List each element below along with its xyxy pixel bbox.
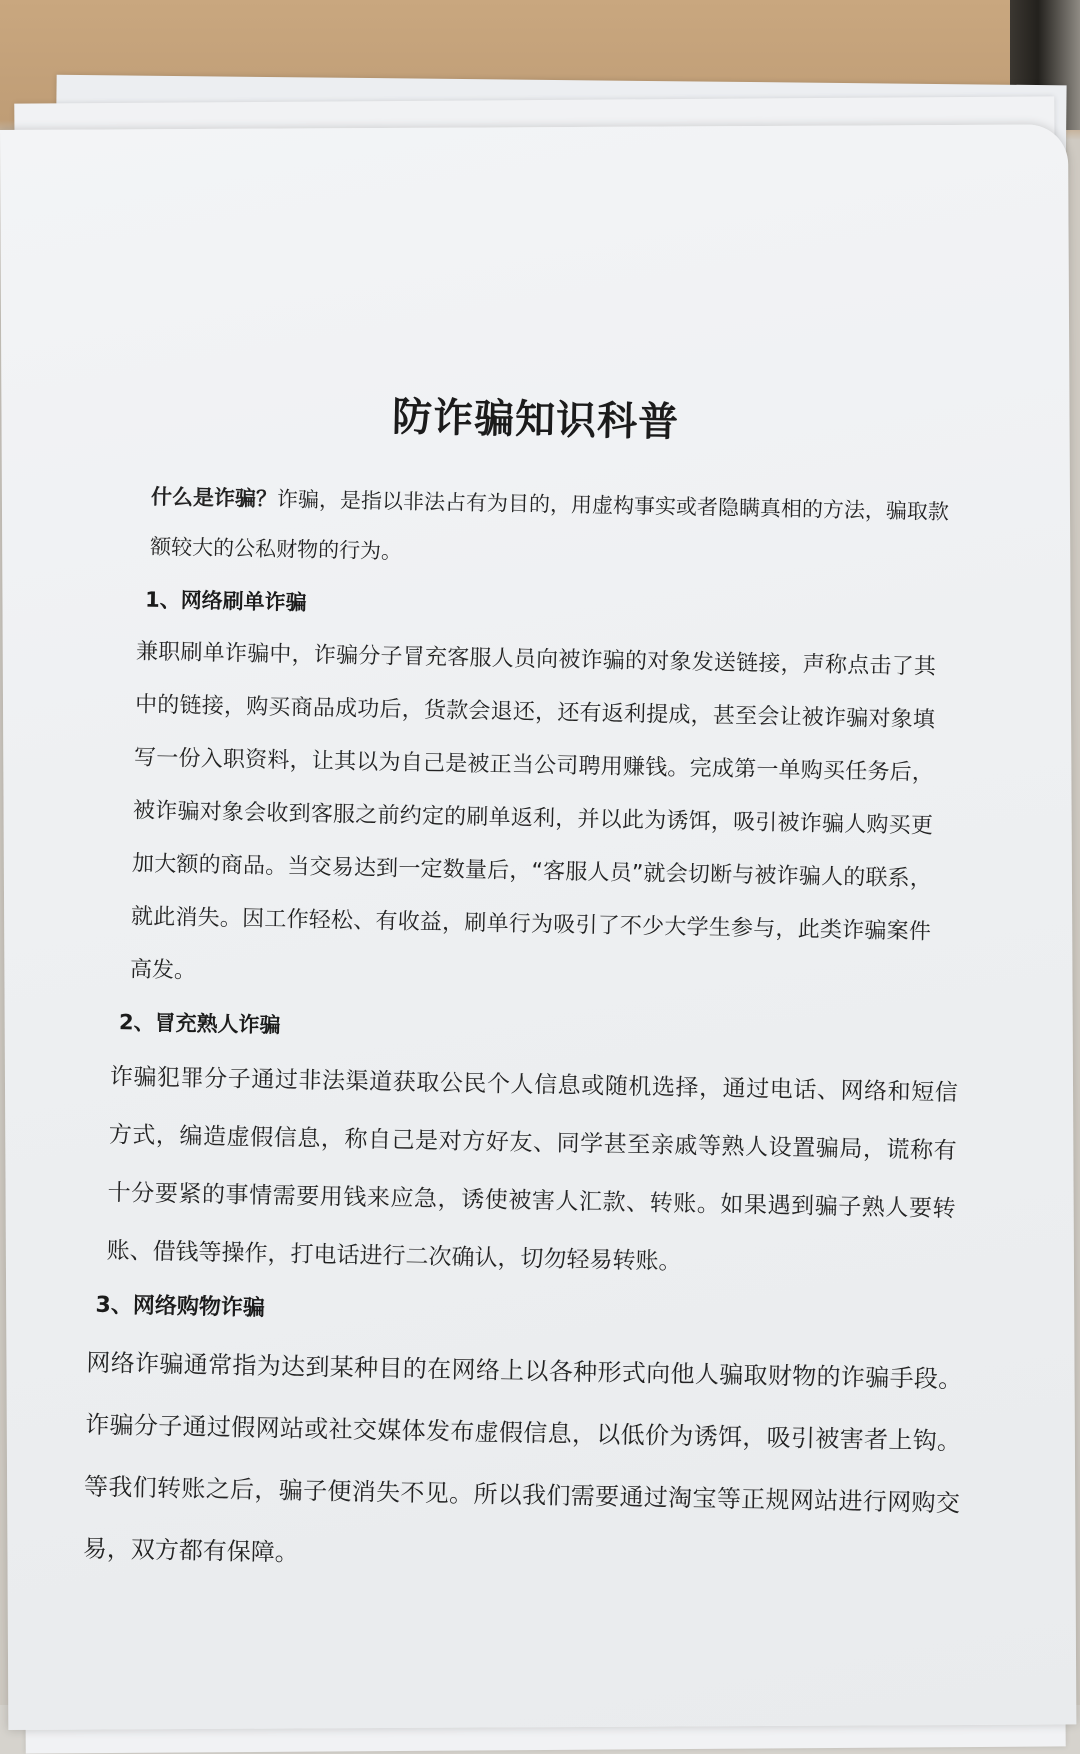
document-content	[68, 380, 981, 1597]
paper-sheet-front	[0, 124, 1076, 1730]
section-body-1: 兼职刷单诈骗中，诈骗分子冒充客服人员向被诈骗的对象发送链接，声称点击了其中的链接，购买商品成功后，货款会退还，还有返利提成，甚至会让被诈骗对象填写一份入职资料，让其以为自己是被正当公司聘用赚钱。完成第一单购买任务后，被诈骗对象会收到客服之前约定的刷单返利，并以此为诱饵，吸引被诈骗人购买更加大额的商品。当交易达到一定数量后，“客服人员”就会切断与被诈骗人的联系，就此消失。因工作轻松、有收益，刷单行为吸引了不少大学生参与，此类诈骗案件高发。	[129, 639, 937, 984]
intro-text: 诈骗，是指以非法占有为目的，用虚构事实或者隐瞒真相的方法，骗取款额较大的公私财物的行为。	[149, 487, 950, 564]
section-heading-2: 2、冒充熟人诈骗	[118, 1010, 281, 1038]
section-heading-3: 3、网络购物诈骗	[95, 1292, 266, 1322]
document-title: 防诈骗知识科普	[391, 394, 680, 446]
section-body-3: 网络诈骗通常指为达到某种目的在网络上以各种形式向他人骗取财物的诈骗手段。诈骗分子通过假网站或社交媒体发布虚假信息，以低价为诱饵，吸引被害者上钩。等我们转账之后，骗子便消失不见。所以我们需要通过淘宝等正规网站进行网购交易，双方都有保障。	[82, 1348, 963, 1567]
intro-term: 什么是诈骗？	[150, 484, 278, 512]
section-body-2: 诈骗犯罪分子通过非法渠道获取公民个人信息或随机选择，通过电话、网络和短信方式，编造虚假信息，称自己是对方好友、同学甚至亲戚等熟人设置骗局，谎称有十分要紧的事情需要用钱来应急，诱使被害人汇款、转账。如果遇到骗子熟人要转账、借钱等操作，打电话进行二次确认，切勿轻易转账。	[106, 1064, 959, 1276]
intro-paragraph	[88, 471, 980, 588]
section-heading-1: 1、网络刷单诈骗	[144, 587, 307, 615]
